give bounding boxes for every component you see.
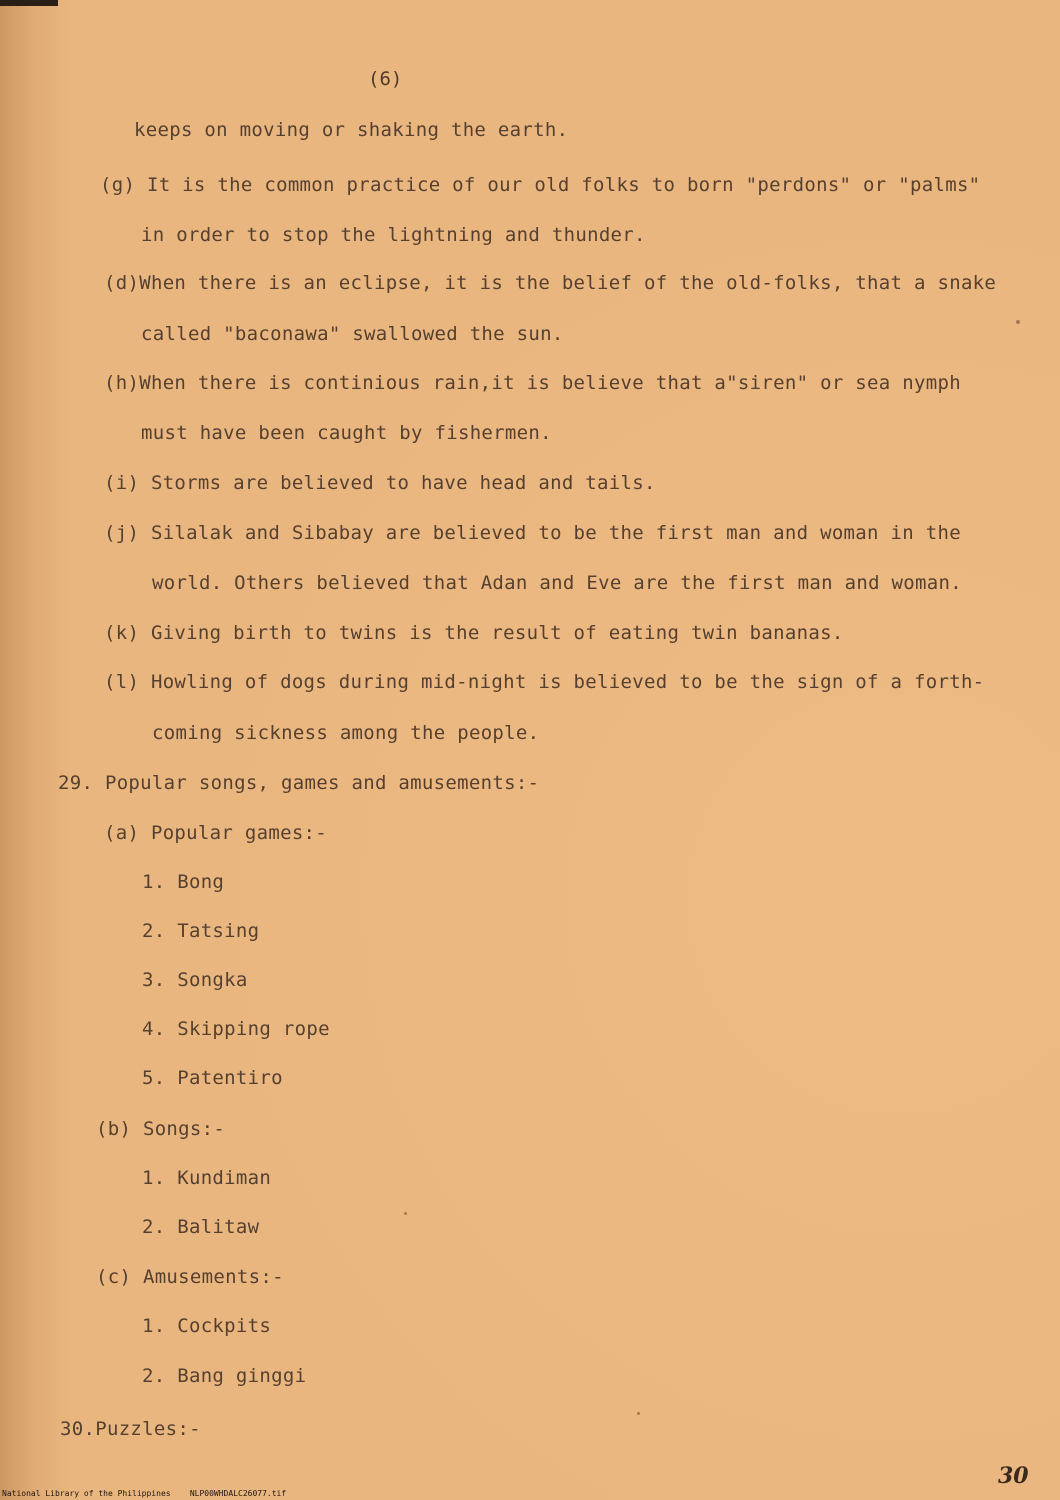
list-item: 1. Kundiman xyxy=(142,1167,272,1189)
list-item: 3. Songka xyxy=(142,969,248,991)
list-item: 1. Bong xyxy=(142,871,225,893)
page-number: (6) xyxy=(368,68,403,90)
list-item: 4. Skipping rope xyxy=(142,1018,330,1040)
subsection-heading: (c) Amusements:- xyxy=(96,1266,284,1288)
text-line: (d)When there is an eclipse, it is the belief of the old-folks, that a snake xyxy=(104,272,997,294)
text-line: (i) Storms are believed to have head and tails. xyxy=(104,472,656,494)
paper-speck xyxy=(637,1412,640,1415)
text-line: (h)When there is continious rain,it is believe that a"siren" or sea nymph xyxy=(104,372,961,394)
text-line: (l) Howling of dogs during mid-night is believed to be the sign of a forth- xyxy=(104,671,985,693)
text-line: coming sickness among the people. xyxy=(152,722,540,744)
text-line: world. Others believed that Adan and Eve are the first man and woman. xyxy=(152,572,962,594)
subsection-heading: (a) Popular games:- xyxy=(104,822,328,844)
text-line: keeps on moving or shaking the earth. xyxy=(134,119,569,141)
scan-credit: National Library of the Philippines NLP00WHDALC26077.tif xyxy=(2,1489,287,1498)
list-item: 5. Patentiro xyxy=(142,1067,283,1089)
scan-corner-mark xyxy=(0,0,58,6)
list-item: 2. Tatsing xyxy=(142,920,260,942)
paper-speck xyxy=(404,1212,407,1215)
text-line: (k) Giving birth to twins is the result of eating twin bananas. xyxy=(104,622,844,644)
handwritten-page-number: 30 xyxy=(998,1463,1029,1489)
subsection-heading: (b) Songs:- xyxy=(96,1118,226,1140)
text-line: must have been caught by fishermen. xyxy=(141,422,552,444)
list-item: 2. Bang ginggi xyxy=(142,1365,307,1387)
section-heading: 30.Puzzles:- xyxy=(60,1418,201,1440)
paper-speck xyxy=(1016,320,1020,324)
text-line: (g) It is the common practice of our old folks to born "perdons" or "palms" xyxy=(100,174,981,196)
list-item: 1. Cockpits xyxy=(142,1315,272,1337)
text-line: in order to stop the lightning and thunder. xyxy=(141,224,646,246)
text-line: (j) Silalak and Sibabay are believed to be the first man and woman in the xyxy=(104,522,961,544)
section-heading: 29. Popular songs, games and amusements:- xyxy=(58,772,540,794)
text-line: called "baconawa" swallowed the sun. xyxy=(141,323,564,345)
list-item: 2. Balitaw xyxy=(142,1216,260,1238)
